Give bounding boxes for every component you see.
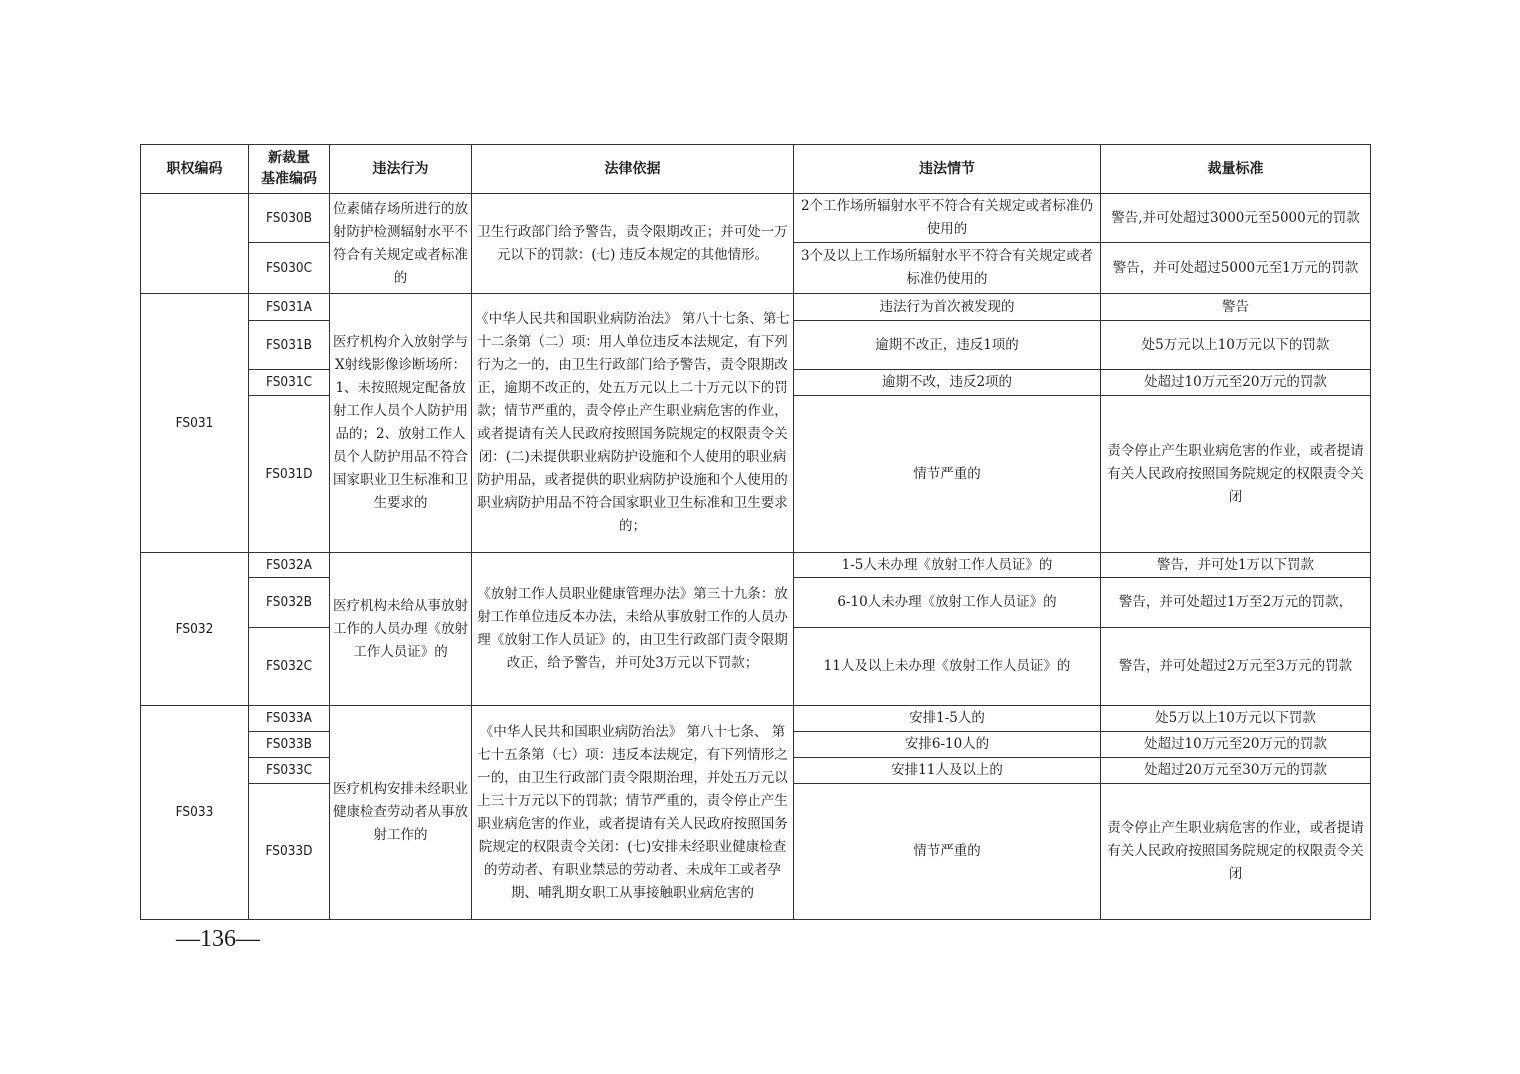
header-legal-basis: 法律依据 [472,145,794,194]
standard-cell: 警告，并可处超过1万至2万元的罚款， [1101,578,1371,628]
legal-basis-cell: 卫生行政部门给予警告，责令限期改正；并可处一万元以下的罚款：(七) 违反本规定的其他情形。 [472,194,794,294]
header-circumstances: 违法情节 [794,145,1101,194]
benchmark-code: FS031A [249,294,330,321]
standard-cell: 警告，并可处超过2万元至3万元的罚款 [1101,628,1371,706]
header-authority-code: 职权编码 [141,145,249,194]
authority-code-cell [141,194,249,294]
legal-basis-cell: 《中华人民共和国职业病防治法》 第八十七条、 第七十五条第（七）项：违反本法规定，有下列情形之一的，由卫生行政部门责令限期治理，并处五万元以上三十万元以下的罚款；情节严重的，责令停止产生职业病危害的作业，或者提请有关人民政府按照国务院规定的权限责令关闭：(七)安排未经职业健康检查的劳动者、有职业禁忌的劳动者、未成年工或者孕期、哺乳期女职工从事接触职业病危害的 [472,706,794,920]
circumstance-cell: 逾期不改，违反2项的 [794,370,1101,396]
circumstance-cell: 2个工作场所辐射水平不符合有关规定或者标准仍使用的 [794,194,1101,243]
benchmark-code: FS031C [249,370,330,396]
standard-cell: 责令停止产生职业病危害的作业，或者提请有关人民政府按照国务院规定的权限责令关闭 [1101,396,1371,553]
standard-cell: 处5万元以上10万元以下的罚款 [1101,321,1371,370]
benchmark-code: FS032B [249,578,330,628]
standard-cell: 警告 [1101,294,1371,321]
standard-cell: 警告,并可处超过3000元至5000元的罚款 [1101,194,1371,243]
page-number: —136— [176,926,260,952]
benchmark-code: FS030C [249,243,330,294]
authority-code: FS031 [141,294,249,553]
violation-cell: 医疗机构未给从事放射工作的人员办理《放射工作人员证》的 [330,553,472,706]
circumstance-cell: 安排1-5人的 [794,706,1101,732]
benchmark-code: FS033B [249,732,330,758]
standard-cell: 处超过10万元至20万元的罚款 [1101,370,1371,396]
header-benchmark-code: 新裁量 基准编码 [249,145,330,194]
standard-cell: 处5万以上10万元以下罚款 [1101,706,1371,732]
header-violation: 违法行为 [330,145,472,194]
discretion-table [140,144,1371,920]
benchmark-code: FS031B [249,321,330,370]
authority-code: FS033 [141,706,249,920]
standard-cell: 处超过20万元至30万元的罚款 [1101,758,1371,784]
circumstance-cell: 情节严重的 [794,784,1101,920]
table-row [141,294,1371,321]
benchmark-code: FS033C [249,758,330,784]
circumstance-cell: 违法行为首次被发现的 [794,294,1101,321]
circumstance-cell: 安排11人及以上的 [794,758,1101,784]
standard-cell: 警告，并可处超过5000元至1万元的罚款 [1101,243,1371,294]
authority-code: FS032 [141,553,249,706]
circumstance-cell: 6-10人未办理《放射工作人员证》的 [794,578,1101,628]
legal-basis-cell: 《放射工作人员职业健康管理办法》第三十九条：放射工作单位违反本办法，未给从事放射工作的人员办理《放射工作人员证》的，由卫生行政部门责令限期改正，给予警告，并可处3万元以下罚款； [472,553,794,706]
circumstance-cell: 11人及以上未办理《放射工作人员证》的 [794,628,1101,706]
circumstance-cell: 1-5人未办理《放射工作人员证》的 [794,553,1101,578]
header-standard: 裁量标准 [1101,145,1371,194]
table-row [141,706,1371,732]
benchmark-code: FS030B [249,194,330,243]
violation-cell: 位素储存场所进行的放射防护检测辐射水平不符合有关规定或者标准的 [330,194,472,294]
violation-cell: 医疗机构介入放射学与X射线影像诊断场所：1、未按照规定配备放射工作人员个人防护用品的；2、放射工作人员个人防护用品不符合国家职业卫生标准和卫生要求的 [330,294,472,553]
standard-cell: 处超过10万元至20万元的罚款 [1101,732,1371,758]
legal-basis-cell: 《中华人民共和国职业病防治法》 第八十七条、第七十二条第（二）项：用人单位违反本法规定，有下列行为之一的，由卫生行政部门给予警告，责令限期改正，逾期不改正的，处五万元以上二十万元以下的罚款；情节严重的，责令停止产生职业病危害的作业，或者提请有关人民政府按照国务院规定的权限责令关闭：(二)未提供职业病防护设施和个人使用的职业病防护用品，或者提供的职业病防护设施和个人使用的职业病防护用品不符合国家职业卫生标准和卫生要求的； [472,294,794,553]
benchmark-code: FS031D [249,396,330,553]
benchmark-code: FS032A [249,553,330,578]
benchmark-code: FS033A [249,706,330,732]
circumstance-cell: 安排6-10人的 [794,732,1101,758]
table-row [141,194,1371,243]
standard-cell: 责令停止产生职业病危害的作业，或者提请有关人民政府按照国务院规定的权限责令关闭 [1101,784,1371,920]
violation-cell: 医疗机构安排未经职业健康检查劳动者从事放射工作的 [330,706,472,920]
benchmark-code: FS033D [249,784,330,920]
standard-cell: 警告，并可处1万以下罚款 [1101,553,1371,578]
circumstance-cell: 情节严重的 [794,396,1101,553]
circumstance-cell: 逾期不改正，违反1项的 [794,321,1101,370]
circumstance-cell: 3个及以上工作场所辐射水平不符合有关规定或者标准仍使用的 [794,243,1101,294]
table-row [141,553,1371,578]
header-row [141,145,1371,194]
benchmark-code: FS032C [249,628,330,706]
